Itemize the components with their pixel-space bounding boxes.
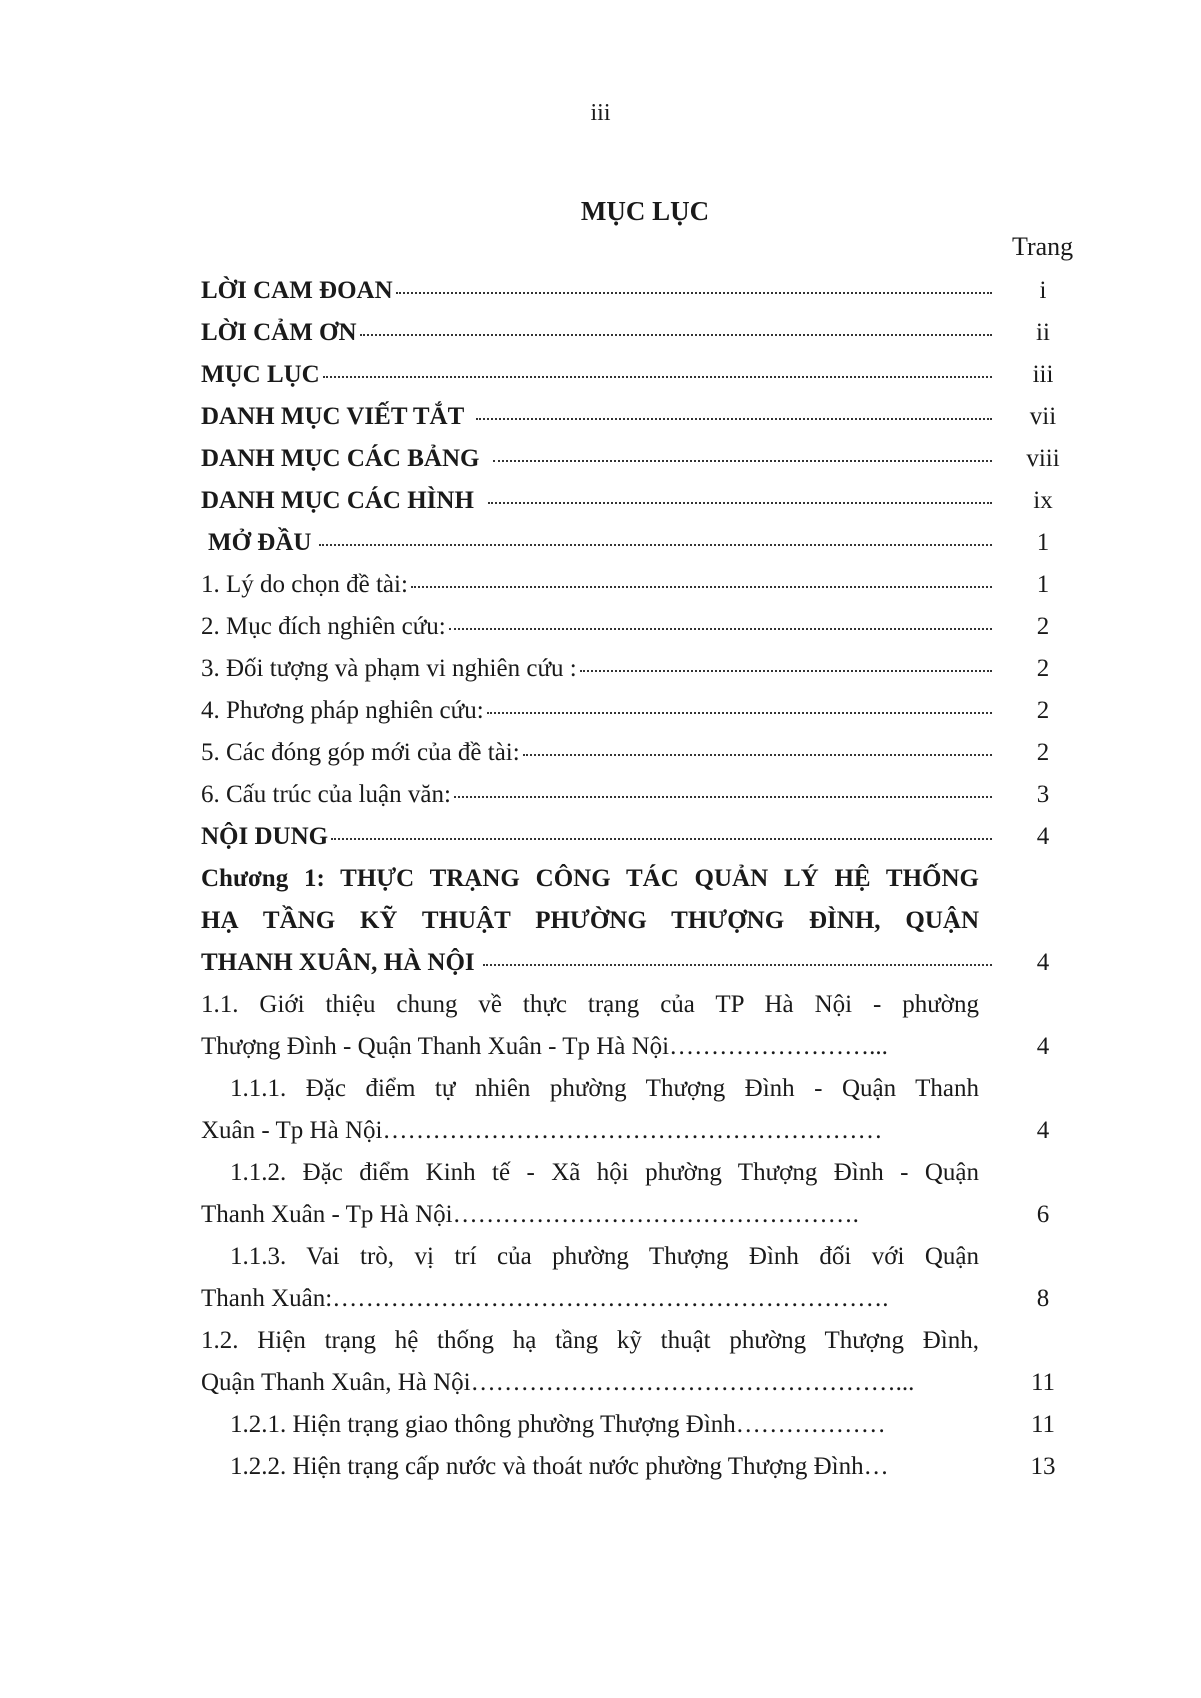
- toc-entry-text: 6. Cấu trúc của luận văn:: [201, 781, 451, 808]
- toc-entry-text: 2. Mục đích nghiên cứu:: [201, 613, 446, 640]
- toc-entry-page: i: [1039, 277, 1047, 304]
- toc-entry[interactable]: [201, 949, 992, 977]
- toc-entry-line[interactable]: Xuân - Tp Hà Nội……………………………………………………: [201, 1117, 883, 1144]
- toc-entry-line[interactable]: 1.1.1. Đặc điểm tự nhiên phường Thượng Đình - Quận Thanh: [230, 1075, 979, 1102]
- toc-entry-text: MỤC LỤC: [201, 361, 320, 388]
- toc-entry-page: 11: [1030, 1369, 1056, 1396]
- toc-entry-page: 13: [1030, 1453, 1056, 1480]
- toc-entry-page: 1: [1036, 529, 1050, 556]
- toc-entry-line[interactable]: 1.1.2. Đặc điểm Kinh tế - Xã hội phường Thượng Đình - Quận: [230, 1159, 979, 1186]
- toc-entry-page: 4: [1036, 823, 1050, 850]
- toc-chapter-line[interactable]: HẠ TẦNG KỸ THUẬT PHƯỜNG THƯỢNG ĐÌNH, QUẬN: [201, 907, 979, 934]
- toc-entry-line[interactable]: Thanh Xuân:………………………………………………………….: [201, 1285, 889, 1312]
- toc-entry-page: 4: [1036, 1117, 1050, 1144]
- toc-entry-line[interactable]: 1.2. Hiện trạng hệ thống hạ tầng kỹ thuật phường Thượng Đình,: [201, 1327, 979, 1354]
- dot-leader: [488, 502, 992, 504]
- dot-leader: [319, 544, 992, 546]
- toc-entry-line[interactable]: 1.2.1. Hiện trạng giao thông phường Thượng Đình………………: [230, 1411, 886, 1438]
- toc-entry-page: ii: [1036, 319, 1050, 346]
- toc-entry-page: viii: [1026, 445, 1060, 472]
- toc-entry-text: NỘI DUNG: [201, 823, 329, 850]
- toc-entry[interactable]: [201, 697, 992, 725]
- toc-entry[interactable]: [201, 487, 992, 515]
- toc-entry-page: 3: [1036, 781, 1050, 808]
- toc-entry[interactable]: [201, 823, 992, 851]
- toc-entry[interactable]: [201, 445, 992, 473]
- toc-entry-text: LỜI CAM ĐOAN: [201, 277, 393, 304]
- toc-entry-text: 3. Đối tượng và phạm vi nghiên cứu :: [201, 655, 577, 682]
- toc-entry[interactable]: [201, 361, 992, 389]
- toc-entry[interactable]: [201, 571, 992, 599]
- toc-entry-page: 1: [1036, 571, 1050, 598]
- toc-entry-line[interactable]: 1.2.2. Hiện trạng cấp nước và thoát nước phường Thượng Đình…: [230, 1453, 889, 1480]
- toc-entry[interactable]: [201, 277, 992, 305]
- toc-entry-line[interactable]: Thanh Xuân - Tp Hà Nội………………………………………….: [201, 1201, 859, 1228]
- toc-entry-page: 4: [1036, 1033, 1050, 1060]
- dot-leader: [360, 334, 992, 336]
- toc-entry[interactable]: [201, 655, 992, 683]
- toc-entry-page: 2: [1036, 613, 1050, 640]
- toc-entry-page: iii: [1032, 361, 1054, 388]
- toc-entry-line[interactable]: 1.1. Giới thiệu chung về thực trạng của TP Hà Nội - phường: [201, 991, 979, 1018]
- toc-entry-page: 8: [1036, 1285, 1050, 1312]
- dot-leader: [449, 628, 992, 630]
- toc-entry-text: DANH MỤC CÁC HÌNH: [201, 487, 474, 514]
- dot-leader: [323, 376, 992, 378]
- dot-leader: [580, 670, 992, 672]
- toc-title: MỤC LỤC: [580, 196, 710, 226]
- toc-entry-page: 2: [1036, 739, 1050, 766]
- toc-entry[interactable]: [208, 529, 992, 557]
- dot-leader: [483, 964, 992, 966]
- toc-chapter-line[interactable]: Chương 1: THỰC TRẠNG CÔNG TÁC QUẢN LÝ HỆ THỐNG: [201, 865, 979, 892]
- toc-entry-text: 1. Lý do chọn đề tài:: [201, 571, 408, 598]
- dot-leader: [487, 712, 992, 714]
- toc-entry-line[interactable]: Thượng Đình - Quận Thanh Xuân - Tp Hà Nội……………………...: [201, 1033, 888, 1060]
- toc-entry-page: 2: [1036, 697, 1050, 724]
- toc-entry-text: 4. Phương pháp nghiên cứu:: [201, 697, 484, 724]
- dot-leader: [454, 796, 992, 798]
- toc-entry-page: 2: [1036, 655, 1050, 682]
- toc-entry[interactable]: [201, 739, 992, 767]
- toc-entry-line[interactable]: Quận Thanh Xuân, Hà Nội……………………………………………...: [201, 1369, 915, 1396]
- page-column-header: Trang: [1012, 232, 1074, 261]
- toc-entry-line[interactable]: 1.1.3. Vai trò, vị trí của phường Thượng Đình đối với Quận: [230, 1243, 979, 1270]
- toc-entry-page: vii: [1029, 403, 1057, 430]
- toc-entry[interactable]: [201, 613, 992, 641]
- toc-entry-page: 4: [1036, 949, 1050, 976]
- toc-entry-page: ix: [1033, 487, 1053, 514]
- dot-leader: [331, 838, 992, 840]
- toc-entry[interactable]: [201, 781, 992, 809]
- toc-entry-text: DANH MỤC CÁC BẢNG: [201, 445, 480, 472]
- toc-entry[interactable]: [201, 319, 992, 347]
- dot-leader: [476, 418, 992, 420]
- dot-leader: [396, 292, 992, 294]
- toc-entry-text: LỜI CẢM ƠN: [201, 319, 357, 346]
- toc-entry-text: MỞ ĐẦU: [208, 529, 312, 556]
- toc-entry[interactable]: [201, 403, 992, 431]
- toc-entry-text: THANH XUÂN, HÀ NỘI: [201, 949, 475, 976]
- dot-leader: [493, 460, 992, 462]
- toc-entry-text: DANH MỤC VIẾT TẮT: [201, 403, 465, 430]
- toc-entry-text: 5. Các đóng góp mới của đề tài:: [201, 739, 520, 766]
- dot-leader: [523, 754, 992, 756]
- dot-leader: [411, 586, 992, 588]
- toc-entry-page: 6: [1036, 1201, 1050, 1228]
- page-number: iii: [590, 100, 611, 126]
- toc-entry-page: 11: [1030, 1411, 1056, 1438]
